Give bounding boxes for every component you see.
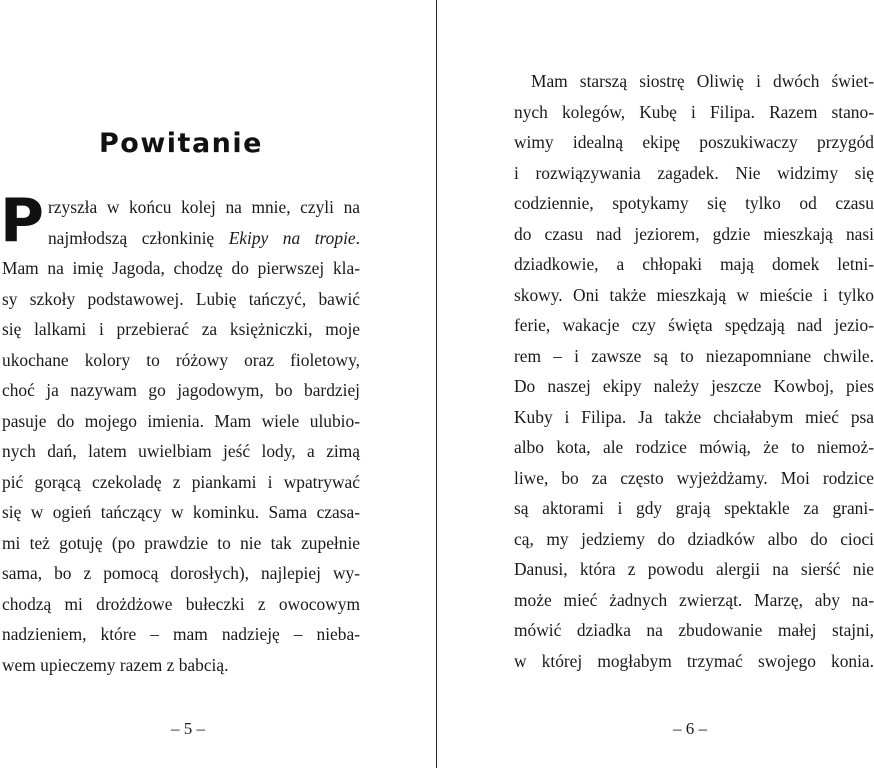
text-line: liwe, bo za często wyjeżdżamy. Moi rodzice (514, 467, 874, 488)
text-line: cą, my jedziemy do dziadków albo do cioci (514, 528, 874, 549)
text-line: ukochane kolory to różowy oraz fioletowy, (2, 349, 360, 370)
text-line: choć ja nazywam go jagodowym, bo bardziej (2, 380, 360, 400)
text-line: chodzą mi drożdżowe bułeczki z owocowym (2, 593, 360, 614)
text-line: i rozwiązywania zagadek. Nie widzimy się (514, 162, 874, 183)
text-line: w której mogłabym trzymać swojego konia. (514, 650, 874, 671)
text-line: nadzieniem, które – mam nadzieję – nieba- (2, 624, 360, 644)
text-line: najmłodszą członkinię Ekipy na tropie. (47, 227, 360, 248)
text-line: sama, bo z pomocą dorosłych), najlepiej wy- (2, 563, 360, 583)
text-line: nych dań, latem uwielbiam jeść lody, a zimą (2, 441, 360, 461)
text-line: albo kota, ale rodzice mówią, że to niemoż- (514, 437, 874, 457)
text-line: Kuby i Filipa. Ja także chciałabym mieć psa (514, 406, 874, 427)
text-line: rzyszła w końcu kolej na mnie, czyli na (47, 197, 360, 217)
text-line: sy szkoły podstawowej. Lubię tańczyć, bawić (2, 288, 360, 309)
text-line: skowy. Oni także mieszkają w mieście i tylko (514, 284, 874, 305)
text-line: się lalkami i przebierać za księżniczki, moje (2, 319, 360, 339)
text-line: Danusi, która z powodu alergii na sierść nie (514, 559, 874, 579)
text-line: wem upieczemy razem z babcią. (2, 654, 229, 675)
text-line: ferie, wakacje czy święta spędzają nad jezio- (514, 315, 874, 335)
text-line: są aktorami i gdy grają spektakle za grani- (514, 498, 874, 518)
text-line: pić gorącą czekoladę z piankami i wpatrywać (2, 471, 360, 492)
text-line: może mieć żadnych zwierząt. Marzę, aby na- (514, 589, 874, 610)
text-line: do czasu nad jeziorem, gdzie mieszkają nasi (514, 223, 874, 244)
text-line: pasuje do mojego imienia. Mam wiele ulubio- (2, 410, 360, 431)
right-page (437, 0, 874, 768)
text-line: wimy idealną ekipę poszukiwaczy przygód (514, 132, 874, 152)
right-page-text (514, 66, 874, 676)
text-line: Mam starszą siostrę Oliwię i dwóch świet- (531, 71, 874, 91)
book-series-title: Ekipy na tropie (228, 227, 356, 248)
chapter-title: Powitanie (99, 128, 263, 159)
page-number-left: – 5 – (171, 719, 205, 738)
left-page-text (0, 186, 360, 680)
text-line: rem – i zawsze są to niezapomniane chwile. (514, 345, 874, 366)
left-page (0, 0, 436, 768)
text-line: dziadkowie, a chłopaki mają domek letni- (514, 254, 874, 274)
text-line: mi też gotuję (po prawdzie to nie tak zupełnie (2, 532, 360, 553)
page-number-right: – 6 – (673, 719, 707, 738)
text-line: Mam na imię Jagoda, chodzę do pierwszej kla- (2, 258, 360, 278)
text-line: mówić dziadka na zbudowanie małej stajni, (514, 620, 874, 640)
drop-cap: P (0, 186, 44, 256)
text-line: nych kolegów, Kubę i Filipa. Razem stano- (514, 101, 874, 122)
text-line: się w ogień tańczący w kominku. Sama czasa- (2, 502, 360, 522)
text-line: Do naszej ekipy należy jeszcze Kowboj, pies (514, 376, 874, 396)
text-line: codziennie, spotykamy się tylko od czasu (514, 193, 874, 213)
